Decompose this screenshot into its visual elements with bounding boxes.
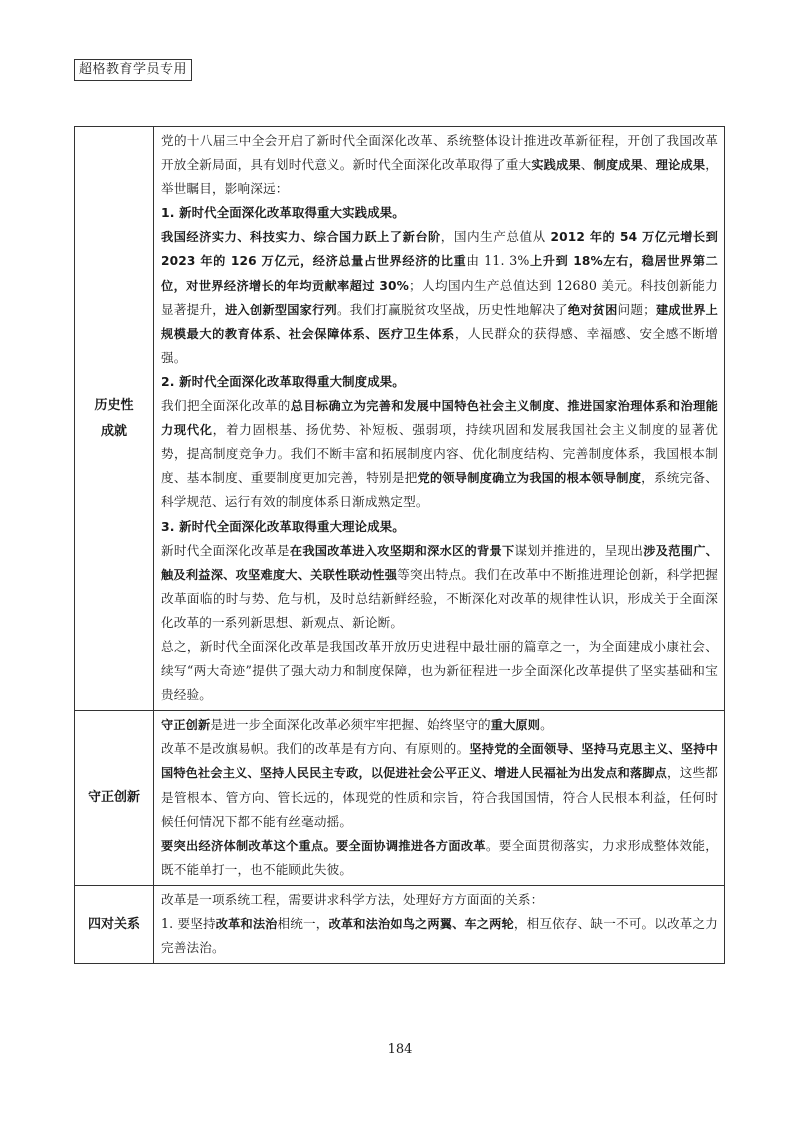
- text-run: 由 11. 3%: [466, 253, 530, 269]
- relations-intro-paragraph: 改革是一项系统工程，需要讲求科学方法，处理好方方面面的关系：: [161, 891, 544, 907]
- text-run: ，人民群众的获得感、幸福感、安全感不断增强。: [161, 325, 719, 365]
- text-run: 新时代全面深化改革是: [161, 542, 290, 558]
- text-run: 等突出特点。我们在改革中不断推进理论创新，科学把握改革面临的时与势、危与机，及时总结新鲜经验，不断深化对改革的规律性认识，形成关于全面深化改革的一系列新思想、新观点、新论断。: [161, 566, 719, 630]
- row-content-innovation: [154, 711, 725, 886]
- bold-run: 坚持党的全面领导、坚持马克思主义、坚持中国特色社会主义、坚持人民民主专政，以促进社会公平正义、增进人民福祉为出发点和落脚点: [161, 742, 719, 781]
- bold-run: 要突出经济体制改革这个重点。要全面协调推进各方面改革: [161, 838, 486, 853]
- text-run: ，这些都是管根本、管方向、管长远的，体现党的性质和宗旨，符合我国国情，符合人民根本利益，任何时候任何情况下都不能有丝毫动摇。: [161, 765, 718, 829]
- text-run: ，系统完备、科学规范、运行有效的制度体系日渐成熟定型。: [161, 470, 719, 510]
- intro-paragraph: [161, 129, 718, 201]
- text-run: 党的十八届三中全会开启了新时代全面深化改革、系统整体设计推进改革新征程，开创了我国改革开放全新局面，具有划时代意义。新时代全面深化改革取得了重大: [161, 133, 718, 173]
- text-run: 。我们打赢脱贫攻坚战，历史性地解决了: [336, 301, 568, 317]
- relations-item-1-paragraph: [161, 912, 718, 960]
- bold-run: 建成世界上规模最大的教育体系、社会保障体系、医疗卫生体系: [161, 302, 719, 341]
- row-label-line2: 成就: [100, 423, 127, 439]
- header-badge: 超格教育学员专用: [74, 59, 192, 81]
- text-run: 。: [540, 717, 553, 733]
- text-run: ，着力固根基、扬优势、补短板、强弱项，持续巩固和发展我国社会主义制度的显著优势，提高制度竞争力。我们不断丰富和拓展制度内容、优化制度结构、完善制度体系，我国根本制度、基本制度、重要制度更加完善，特别是把: [161, 422, 718, 486]
- table-row: [75, 711, 725, 886]
- text-run: ，相互依存、缺一不可。以改革之力完善法治。: [161, 916, 719, 956]
- bold-run: 2012 年的 54 万亿元增长到 2023 年的 126 万亿元，经济总量占世界经济的比重: [161, 230, 718, 269]
- bold-run: 改革和法治如鸟之两翼、车之两轮: [328, 917, 514, 931]
- text-run: ，国内生产总值从: [440, 229, 546, 245]
- text-run: 。要全面贯彻落实，力求形成整体效能，既不能单打一，也不能顾此失彼。: [161, 837, 718, 877]
- table-row: [75, 885, 725, 963]
- bold-run: 重大原则: [490, 718, 541, 733]
- practice-results-paragraph: [161, 225, 718, 370]
- heading-theoretical-results: 3. 新时代全面深化改革取得重大理论成果。: [161, 518, 405, 534]
- bold-run: 绝对贫困: [567, 302, 618, 317]
- bold-run: 改革和法治: [215, 917, 278, 931]
- row-content-four-relations: [154, 885, 725, 963]
- bold-run: 守正创新: [161, 718, 211, 733]
- innovation-direction-paragraph: [161, 737, 718, 833]
- text-run: ；人均国内生产总值达到 12680 美元。科技创新能力显著提升，: [161, 277, 718, 317]
- text-run: 、: [643, 157, 656, 173]
- bold-run: 总目标确立为完善和发展中国特色社会主义制度、推进国家治理体系和治理能力现代化: [161, 399, 718, 438]
- content-table: [74, 126, 725, 964]
- text-run: 相统一，: [277, 916, 329, 931]
- text-run: 1. 要坚持: [161, 916, 216, 931]
- row-label-four-relations: 四对关系: [75, 885, 154, 963]
- text-run: ，举世瞩目，影响深远：: [161, 157, 718, 197]
- bold-run: 在我国改革进入攻坚期和深水区的背景下: [289, 543, 515, 558]
- row-content-historic-achievement: [154, 127, 725, 711]
- heading-practice-results: 1. 新时代全面深化改革取得重大实践成果。: [161, 205, 405, 221]
- text-run: 我们把全面深化改革的: [161, 398, 291, 414]
- institutional-results-paragraph: [161, 394, 718, 514]
- row-label-innovation: 守正创新: [75, 711, 154, 886]
- bold-run: 理论成果: [655, 158, 706, 173]
- bold-run: 上升到 18%左右，稳居世界第二位，对世界经济增长的年均贡献率超过 30%: [161, 254, 718, 293]
- heading-institutional-results: 2. 新时代全面深化改革取得重大制度成果。: [161, 373, 405, 389]
- text-run: 是进一步全面深化改革必须牢牢把握、始终坚守的: [210, 717, 491, 733]
- theoretical-results-paragraph: [161, 539, 718, 635]
- bold-run: 涉及范围广、触及利益深、攻坚难度大、关联性联动性强: [161, 543, 719, 582]
- bold-run: 我国经济实力、科技实力、综合国力跃上了新台阶: [161, 230, 441, 245]
- text-run: 改革不是改旗易帜。我们的改革是有方向、有原则的。: [161, 741, 470, 757]
- bold-run: 制度成果: [593, 158, 643, 173]
- innovation-principle-paragraph: [161, 713, 718, 737]
- table-row: [75, 127, 725, 711]
- bold-run: 进入创新型国家行列: [225, 302, 337, 317]
- summary-paragraph: 总之，新时代全面深化改革是我国改革开放历史进程中最壮丽的篇章之一，为全面建成小康社会、续写“两大奇迹”提供了强大动力和制度保障，也为新征程进一步全面深化改革提供了坚实基础和宝贵经验。: [161, 638, 718, 703]
- innovation-focus-paragraph: [161, 834, 718, 882]
- text-run: 问题；: [617, 301, 656, 317]
- bold-run: 党的领导制度确立为我国的根本领导制度: [417, 471, 642, 486]
- row-label-historic-achievement: [75, 127, 154, 711]
- text-run: 谋划并推进的，呈现出: [514, 542, 644, 558]
- page-number: 184: [387, 1042, 413, 1057]
- row-label-line1: 历史性: [94, 397, 134, 413]
- bold-run: 实践成果: [531, 158, 581, 173]
- text-run: 、: [580, 157, 594, 173]
